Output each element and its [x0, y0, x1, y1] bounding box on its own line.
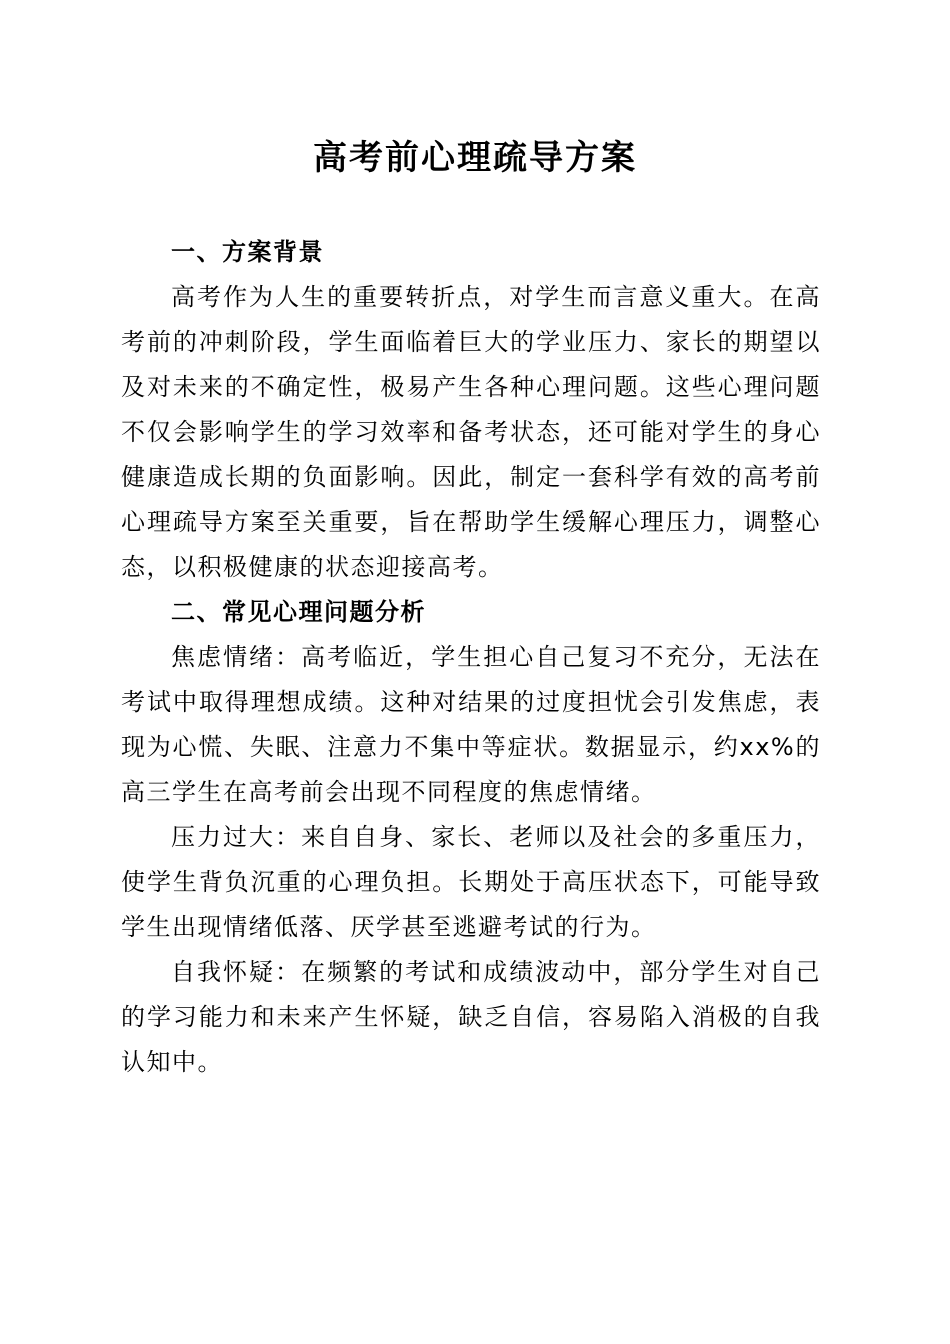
section-heading-background: 一、方案背景: [171, 238, 324, 266]
document-title: 高考前心理疏导方案: [313, 138, 637, 178]
paragraph-anxiety: 焦虑情绪：高考临近，学生担心自己复习不充分，无法在考试中取得理想成绩。这种对结果的过度担忧会引发焦虑，表现为心慌、失眠、注意力不集中等症状。数据显示，约xx%的高三学生在高考前会出现不同程度的焦虑情绪。: [121, 643, 821, 806]
section-heading-analysis: 二、常见心理问题分析: [171, 598, 426, 626]
paragraph-background: 高考作为人生的重要转折点，对学生而言意义重大。在高考前的冲刺阶段，学生面临着巨大的学业压力、家长的期望以及对未来的不确定性，极易产生各种心理问题。这些心理问题不仅会影响学生的学习效率和备考状态，还可能对学生的身心健康造成长期的负面影响。因此，制定一套科学有效的高考前心理疏导方案至关重要，旨在帮助学生缓解心理压力，调整心态，以积极健康的状态迎接高考。: [121, 283, 821, 581]
paragraph-pressure: 压力过大：来自自身、家长、老师以及社会的多重压力，使学生背负沉重的心理负担。长期处于高压状态下，可能导致学生出现情绪低落、厌学甚至逃避考试的行为。: [121, 823, 821, 941]
document-body: [121, 230, 821, 1085]
paragraph-self-doubt: 自我怀疑：在频繁的考试和成绩波动中，部分学生对自己的学习能力和未来产生怀疑，缺乏自信，容易陷入消极的自我认知中。: [121, 958, 821, 1076]
